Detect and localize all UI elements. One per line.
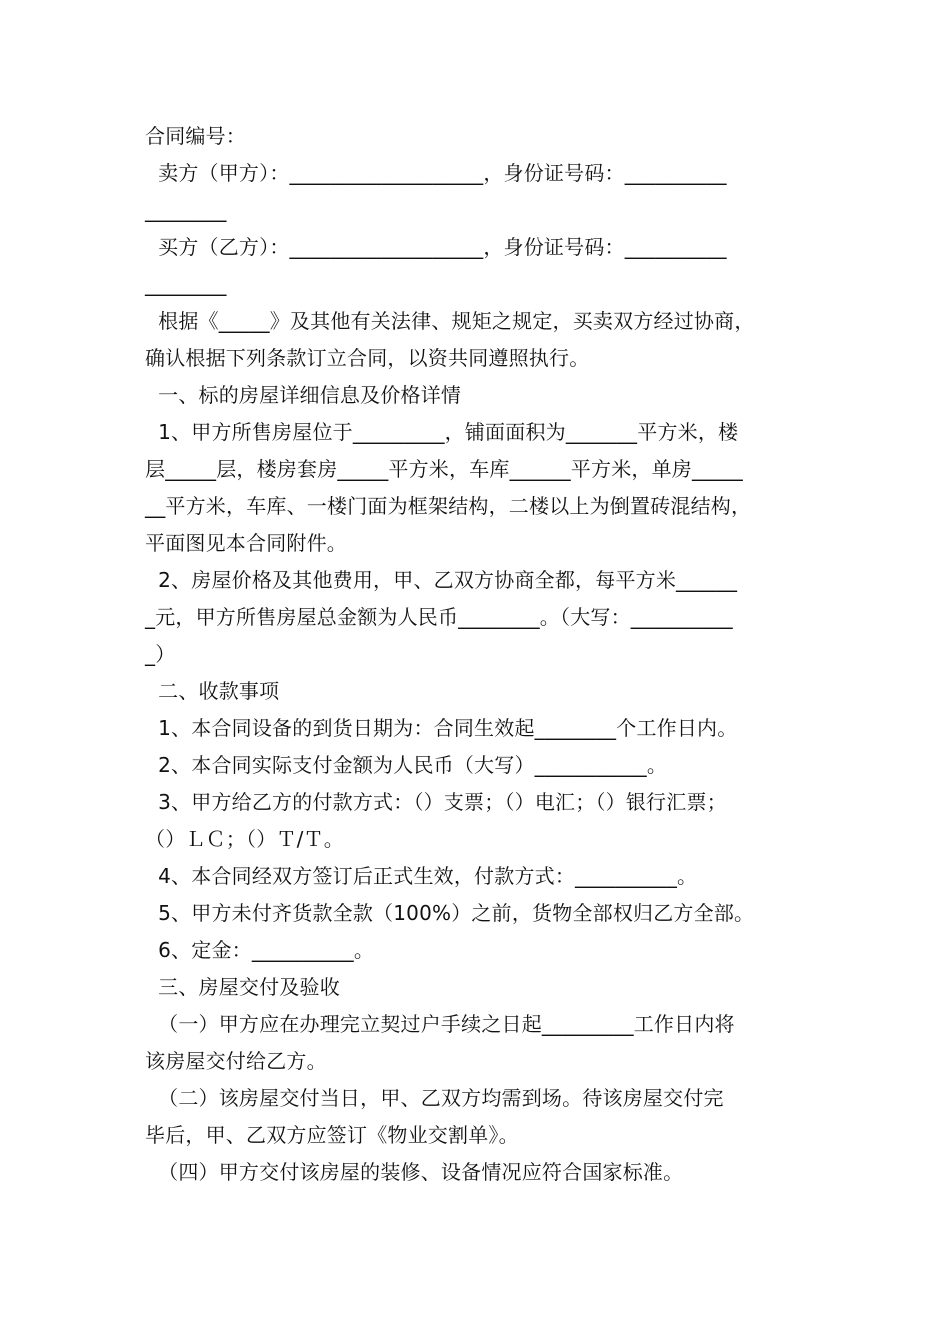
clause-1-1-line-2: 层_____层，楼房套房_____平方米，车库______平方米，单房_____: [145, 457, 743, 481]
clause-3-2-line-1: （二）该房屋交付当日，甲、乙双方均需到场。待该房屋交付完: [145, 1086, 724, 1110]
clause-2-2: 2、本合同实际支付金额为人民币（大写）___________。: [145, 753, 668, 777]
clause-2-3-line-2: （）ＬＣ；（）Ｔ/Ｔ。: [145, 827, 344, 851]
seller-id-continuation: ________: [145, 198, 227, 222]
clause-2-5: 5、甲方未付齐货款全款（100%）之前，货物全部权归乙方全部。: [145, 901, 755, 925]
buyer-id-continuation: ________: [145, 272, 227, 296]
clause-1-1-line-1: 1、甲方所售房屋位于_________，铺面面积为_______平方米，楼: [145, 420, 739, 444]
clause-3-2-line-2: 毕后，甲、乙双方应签订《物业交割单》。: [145, 1123, 519, 1147]
preamble-line-1: 根据《_____》及其他有关法律、规矩之规定，买卖双方经过协商，: [145, 309, 755, 333]
clause-1-1-line-4: 平面图见本合同附件。: [145, 531, 347, 555]
section-3-heading: 三、房屋交付及验收: [145, 975, 340, 999]
contract-page: [145, 118, 825, 1191]
buyer-line: 买方（乙方）：___________________，身份证号码：__________: [145, 235, 727, 259]
clause-2-1: 1、本合同设备的到货日期为：合同生效起________个工作日内。: [145, 716, 738, 740]
preamble-line-2: 确认根据下列条款订立合同，以资共同遵照执行。: [145, 346, 590, 370]
clause-1-1-line-3: __平方米，车库、一楼门面为框架结构，二楼以上为倒置砖混结构，: [145, 494, 752, 518]
clause-1-2-line-1: 2、房屋价格及其他费用，甲、乙双方协商全都，每平方米______: [145, 568, 738, 592]
clause-1-2-line-3: _）: [145, 642, 176, 666]
section-2-heading: 二、收款事项: [145, 679, 280, 703]
section-1-heading: 一、标的房屋详细信息及价格详情: [145, 383, 462, 407]
clause-1-2-line-2: _元，甲方所售房屋总金额为人民币________。（大写：__________: [145, 605, 733, 629]
clause-3-1-line-2: 该房屋交付给乙方。: [145, 1049, 327, 1073]
clause-2-3-line-1: 3、甲方给乙方的付款方式：（）支票；（）电汇；（）银行汇票；: [145, 790, 727, 814]
contract-number-label: 合同编号：: [145, 124, 246, 148]
seller-line: 卖方（甲方）：___________________，身份证号码：__________: [145, 161, 727, 185]
clause-3-1-line-1: （一）甲方应在办理完立契过户手续之日起_________工作日内将: [145, 1012, 735, 1036]
clause-2-6: 6、定金：__________。: [145, 938, 375, 962]
clause-3-4: （四）甲方交付该房屋的装修、设备情况应符合国家标准。: [145, 1160, 684, 1184]
clause-2-4: 4、本合同经双方签订后正式生效，付款方式：__________。: [145, 864, 698, 888]
